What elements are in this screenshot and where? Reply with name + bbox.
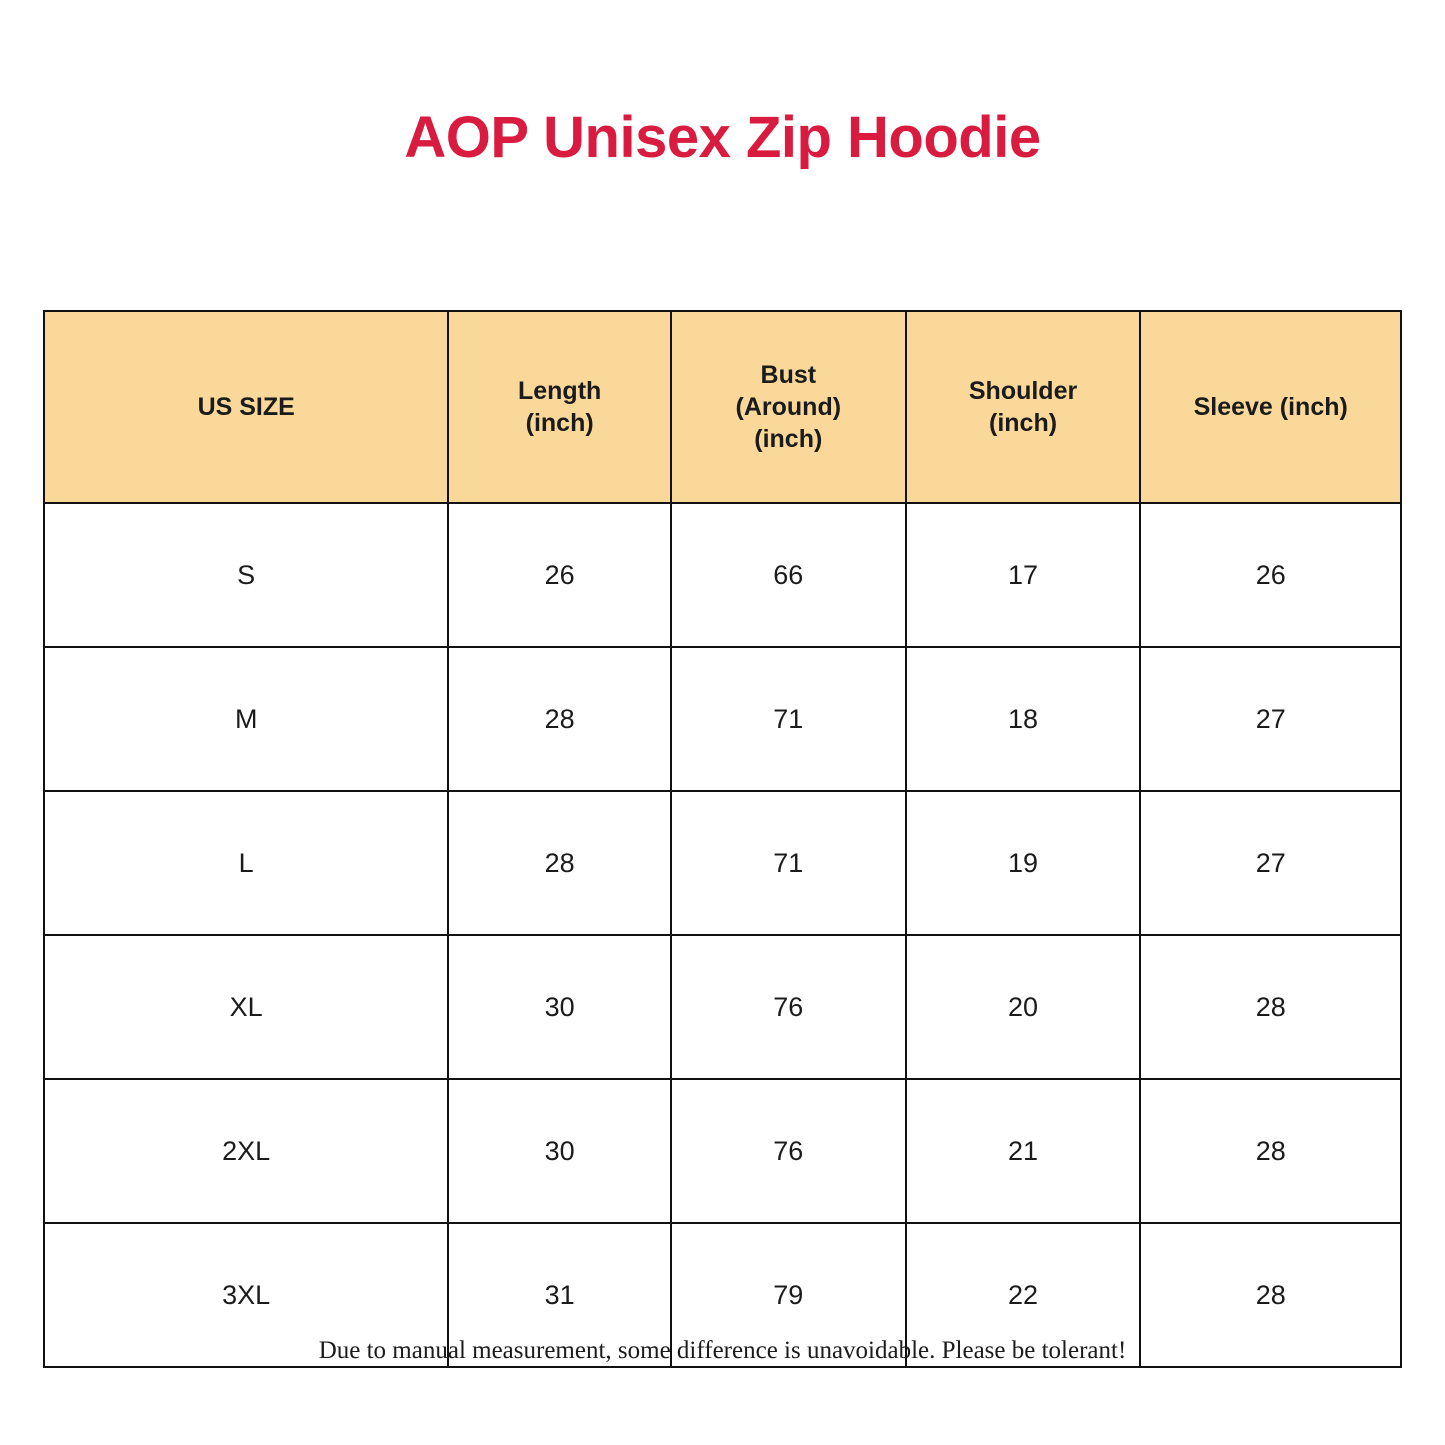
cell-length: 30: [448, 935, 671, 1079]
cell-bust: 71: [671, 647, 906, 791]
size-chart-table: [43, 310, 1402, 1368]
cell-length: 28: [448, 647, 671, 791]
cell-sleeve: 27: [1140, 791, 1401, 935]
column-header-shoulder-line-2: (inch): [989, 409, 1058, 437]
cell-length: 31: [448, 1223, 671, 1367]
column-header-us-size: [44, 311, 448, 503]
table-row: [44, 1079, 1401, 1223]
cell-sleeve: 27: [1140, 647, 1401, 791]
column-header-shoulder: [906, 311, 1141, 503]
cell-bust: 79: [671, 1223, 906, 1367]
cell-length: 28: [448, 791, 671, 935]
column-header-length-line-2: (inch): [525, 409, 594, 437]
size-chart-table-container: [43, 310, 1402, 1368]
cell-length: 26: [448, 503, 671, 647]
column-header-length-line-1: Length: [517, 377, 602, 405]
table-row: [44, 935, 1401, 1079]
column-header-sleeve: [1140, 311, 1401, 503]
column-header-sleeve-line-1: Sleeve (inch): [1193, 393, 1348, 421]
table-row: [44, 503, 1401, 647]
cell-size: S: [44, 503, 448, 647]
column-header-shoulder-line-1: Shoulder: [968, 377, 1078, 405]
cell-bust: 66: [671, 503, 906, 647]
column-header-us-size-line-1: US SIZE: [197, 393, 295, 421]
cell-bust: 76: [671, 1079, 906, 1223]
cell-sleeve: 26: [1140, 503, 1401, 647]
cell-shoulder: 19: [906, 791, 1141, 935]
cell-shoulder: 20: [906, 935, 1141, 1079]
cell-bust: 76: [671, 935, 906, 1079]
cell-shoulder: 21: [906, 1079, 1141, 1223]
table-body: [44, 503, 1401, 1367]
cell-bust: 71: [671, 791, 906, 935]
table-header: [44, 311, 1401, 503]
cell-sleeve: 28: [1140, 1079, 1401, 1223]
cell-shoulder: 18: [906, 647, 1141, 791]
cell-shoulder: 22: [906, 1223, 1141, 1367]
cell-size: XL: [44, 935, 448, 1079]
cell-size: 2XL: [44, 1079, 448, 1223]
table-header-row: [44, 311, 1401, 503]
cell-size: L: [44, 791, 448, 935]
table-row: [44, 647, 1401, 791]
cell-size: M: [44, 647, 448, 791]
column-header-bust-line-1: Bust: [760, 361, 817, 389]
column-header-bust-line-2: (Around): [735, 393, 842, 421]
column-header-bust: [671, 311, 906, 503]
cell-length: 30: [448, 1079, 671, 1223]
page-title: AOP Unisex Zip Hoodie: [404, 105, 1041, 170]
cell-sleeve: 28: [1140, 1223, 1401, 1367]
column-header-bust-line-3: (inch): [754, 425, 823, 453]
table-row: [44, 791, 1401, 935]
cell-size: 3XL: [44, 1223, 448, 1367]
cell-sleeve: 28: [1140, 935, 1401, 1079]
measurement-disclaimer: Due to manual measurement, some difference is unavoidable. Please be tolerant!: [318, 1337, 1127, 1364]
column-header-length: [448, 311, 671, 503]
cell-shoulder: 17: [906, 503, 1141, 647]
